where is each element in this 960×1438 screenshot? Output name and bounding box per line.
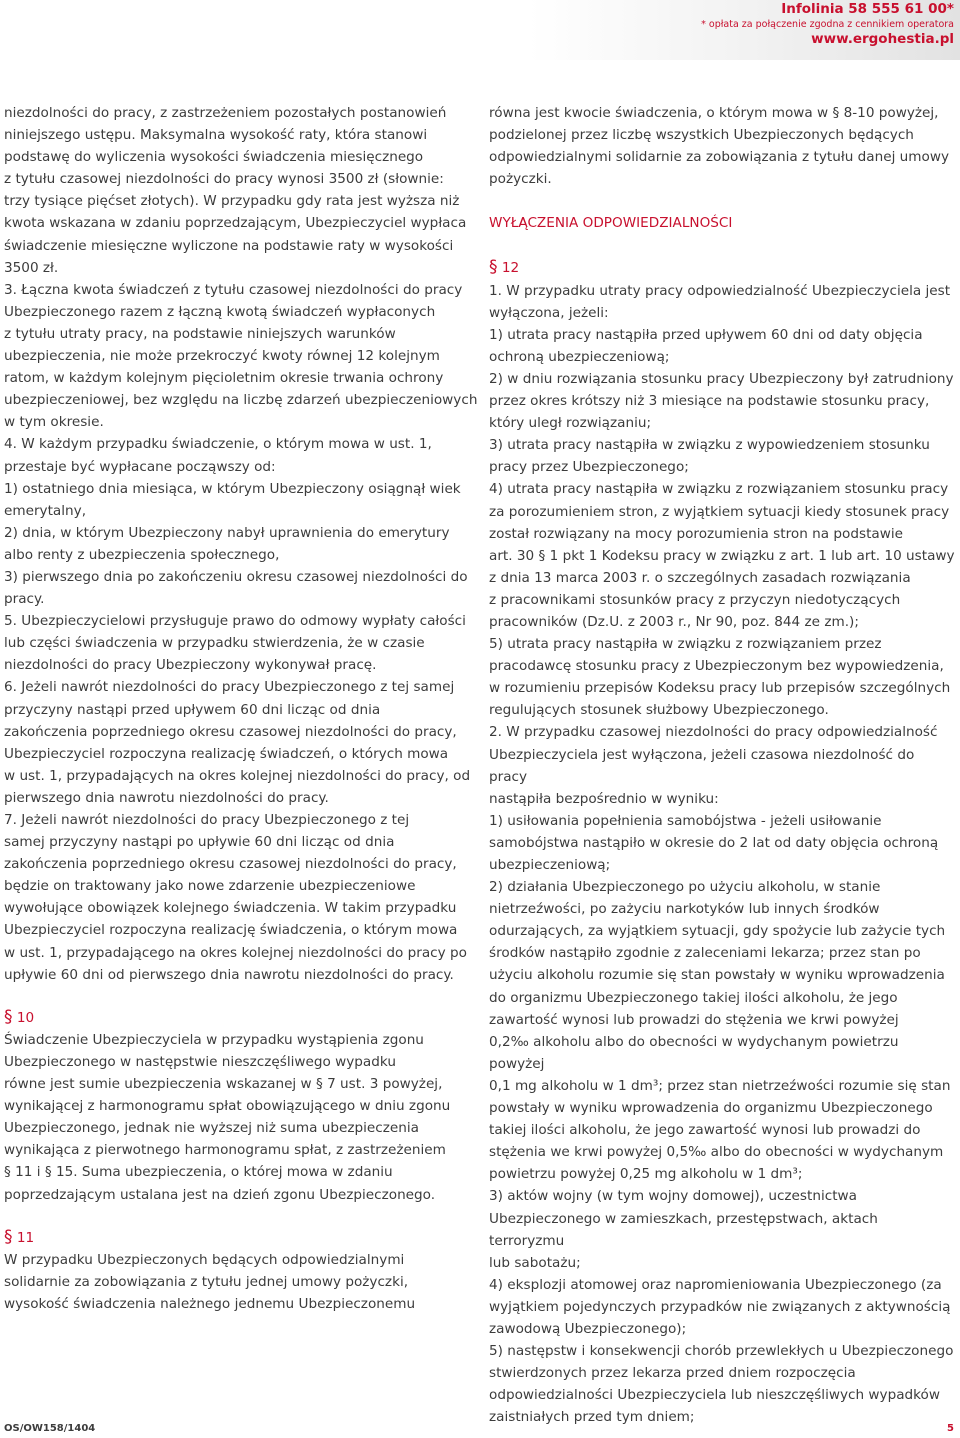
text-line: użyciu alkoholu rozumie się stan powstały w wyniku wprowadzenia [489, 967, 945, 984]
text-line: podzielonej przez liczbę wszystkich Ubezpieczonych będących [489, 127, 914, 144]
text-line: solidarnie za zobowiązania z tytułu jednej umowy pożyczki, [4, 1273, 409, 1290]
text-line: 2. W przypadku czasowej niezdolności do pracy odpowiedzialność [489, 724, 938, 741]
text-line: wynikająca z pierwotnego harmonogramu spłat, z zastrzeżeniem [4, 1142, 446, 1159]
page-number: 5 [947, 1423, 954, 1434]
text-line: 4. W każdym przypadku świadczenie, o którym mowa w ust. 1, [4, 436, 432, 453]
text-line: art. 30 § 1 pkt 1 Kodeksu pracy w związku z art. 1 lub art. 10 ustawy [489, 547, 955, 564]
text-line: niezdolności do pracy, z zastrzeżeniem pozostałych postanowień [4, 105, 447, 121]
text-line: równa jest kwocie świadczenia, o którym mowa w § 8-10 powyżej, [489, 105, 939, 121]
text-line: środków nastąpiło zgodnie z zaleceniami lekarza; przez stan po [489, 945, 921, 962]
text-line: powietrzu powyżej 0,25 mg alkoholu w 1 dm³; [489, 1166, 803, 1183]
text-line: w tym okresie. [4, 414, 104, 431]
section-sign-icon: § [489, 257, 498, 278]
text-line: wyłączona, jeżeli: [489, 304, 609, 321]
text-line: 1) usiłowania popełnienia samobójstwa - jeżeli usiłowanie [489, 812, 882, 829]
text-line: z tytułu czasowej niezdolności do pracy wynosi 3500 zł (słownie: [4, 171, 444, 188]
section-12-text [489, 280, 955, 1429]
hotline-note: * opłata za połączenie zgodna z cennikiem operatora [701, 19, 954, 30]
text-line: Ubezpieczonego w zamieszkach, przestępstwach, aktach terroryzmu [489, 1210, 878, 1249]
text-line: lub części świadczenia w przypadku stwierdzenia, że w czasie [4, 635, 425, 652]
text-line: przestaje być wypłacane począwszy od: [4, 458, 276, 475]
text-line: W przypadku Ubezpieczonych będących odpowiedzialnymi [4, 1251, 405, 1268]
text-line: w ust. 1, przypadających na okres kolejnej niezdolności do pracy, od [4, 767, 471, 784]
text-line: równe jest sumie ubezpieczenia wskazanej w § 7 ust. 3 powyżej, [4, 1076, 443, 1093]
section-10-heading [4, 1006, 478, 1029]
text-line: Ubezpieczyciel rozpoczyna realizację świadczenia, o którym mowa [4, 922, 458, 939]
right-intro-text [489, 102, 955, 190]
text-line: samej przyczyny nastąpi po upływie 60 dni licząc od dnia [4, 834, 395, 851]
section-11-text [4, 1249, 478, 1315]
text-line: 3) utrata pracy nastąpiła w związku z wypowiedzeniem stosunku [489, 437, 930, 454]
text-line: 3500 zł. [4, 259, 59, 276]
text-line: 2) w dniu rozwiązania stosunku pracy Ubezpieczony był zatrudniony [489, 370, 954, 387]
text-line: ochroną ubezpieczeniową; [489, 348, 670, 365]
text-line: stwierdzonych przez lekarza przed dniem rozpoczęcia [489, 1365, 856, 1382]
text-line: 7. Jeżeli nawrót niezdolności do pracy Ubezpieczonego z tej [4, 812, 410, 828]
text-line: takiej ilości alkoholu, że jego zawartość wynosi lub prowadzi do [489, 1122, 921, 1139]
text-line: 5) następstw i konsekwencji chorób przewlekłych u Ubezpieczonego [489, 1343, 954, 1360]
text-line: ubezpieczenia, nie może przekroczyć kwoty równej 12 kolejnym [4, 348, 440, 365]
text-line: § 11 i § 15. Suma ubezpieczenia, o której mowa w zdaniu [4, 1164, 393, 1181]
text-line: Ubezpieczyciel rozpoczyna realizację świadczeń, o których mowa [4, 745, 449, 762]
text-line: który uległ rozwiązaniu; [489, 415, 652, 432]
text-line: ratom, w każdym kolejnym pięcioletnim okresie trwania ochrony [4, 370, 444, 387]
text-line: pracy. [4, 591, 45, 608]
text-line: poprzedzającym ustalana jest na dzień zgonu Ubezpieczonego. [4, 1186, 436, 1203]
text-line: albo renty z ubezpieczenia społecznego, [4, 546, 280, 563]
text-line: lub sabotażu; [489, 1254, 581, 1271]
section-12-number: 12 [501, 260, 520, 277]
exclusions-heading: WYŁĄCZENIA ODPOWIEDZIALNOŚCI [489, 215, 733, 232]
text-line: ubezpieczeniowej, bez względu na liczbę zdarzeń ubezpieczeniowych [4, 392, 478, 409]
text-line: 2) działania Ubezpieczonego po użyciu alkoholu, w stanie [489, 879, 881, 896]
text-line: niniejszego ustępu. Maksymalna wysokość raty, która stanowi [4, 127, 428, 144]
text-line: 5) utrata pracy nastąpiła w związku z rozwiązaniem przez [489, 636, 882, 653]
section-10-text [4, 1029, 478, 1206]
text-line: kwota wskazana w zdaniu poprzedzającym, Ubezpieczyciel wypłaca [4, 215, 467, 232]
text-line: Świadczenie Ubezpieczyciela w przypadku wystąpienia zgonu [4, 1031, 424, 1048]
text-line: zakończenia poprzedniego okresu czasowej niezdolności do pracy, [4, 856, 457, 873]
text-line: 4) eksplozji atomowej oraz napromieniowania Ubezpieczonego (za [489, 1276, 942, 1293]
text-line: 6. Jeżeli nawrót niezdolności do pracy Ubezpieczonego z tej samej [4, 679, 455, 696]
hotline-number: Infolinia 58 555 61 00* [781, 1, 954, 17]
text-line: 0,2‰ alkoholu albo do obecności w wydychanym powietrzu powyżej [489, 1033, 899, 1072]
text-line: zawodową Ubezpieczonego); [489, 1320, 687, 1337]
text-line: 3) aktów wojny (w tym wojny domowej), uczestnictwa [489, 1188, 857, 1205]
text-line: z pracownikami stosunków pracy z przyczyn niedotyczących [489, 591, 901, 608]
text-line: 3) pierwszego dnia po zakończeniu okresu czasowej niezdolności do [4, 568, 468, 585]
text-line: będzie on traktowany jako nowe zdarzenie ubezpieczeniowe [4, 878, 416, 895]
text-line: został rozwiązany na mocy porozumienia stron na podstawie [489, 525, 903, 542]
text-line: emerytalny, [4, 502, 87, 519]
left-column [4, 102, 478, 1315]
text-line: powstały w wyniku wprowadzenia do organizmu Ubezpieczonego [489, 1100, 933, 1117]
section-11-number: 11 [16, 1229, 35, 1246]
text-line: przyczyny nastąpi przed upływem 60 dni licząc od dnia [4, 701, 381, 718]
text-line: zawartość wynosi lub prowadzi do stężenia we krwi powyżej [489, 1011, 899, 1028]
text-line: 1) utrata pracy nastąpiła przed upływem 60 dni od daty objęcia [489, 326, 923, 343]
text-line: ubezpieczeniową; [489, 857, 611, 873]
text-line: Ubezpieczyciela jest wyłączona, jeżeli czasowa niezdolność do pracy [489, 746, 915, 785]
text-line: pracodawcę stosunku pracy z Ubezpieczonym bez wypowiedzenia, [489, 658, 944, 675]
text-line: do organizmu Ubezpieczonego takiej ilości alkoholu, że jego [489, 989, 898, 1006]
text-line: trzy tysiące pięćset złotych). W przypadku gdy rata jest wyższa niż [4, 193, 460, 210]
text-line: odpowiedzialności Ubezpieczyciela lub nieszczęśliwych wypadków [489, 1387, 940, 1404]
document-code: OS/OW158/1404 [4, 1423, 96, 1434]
text-line: upływie 60 dni od pierwszego dnia nawrotu niezdolności do pracy. [4, 966, 454, 983]
text-line: pożyczki. [489, 171, 552, 188]
left-continuation-text [4, 102, 478, 986]
text-line: Ubezpieczonego w następstwie nieszczęśliwego wypadku [4, 1053, 396, 1070]
text-line: odpowiedzialnymi solidarnie za zobowiązania z tytułu danej umowy [489, 149, 950, 166]
text-line: świadczenie miesięczne wyliczone na podstawie raty w wysokości [4, 237, 454, 254]
section-12-heading [489, 256, 955, 279]
text-line: 5. Ubezpieczycielowi przysługuje prawo do odmowy wypłaty całości [4, 613, 466, 630]
section-sign-icon: § [4, 1006, 13, 1027]
text-line: wyjątkiem pojedynczych przypadków nie związanych z aktywnością [489, 1298, 951, 1315]
text-line: 1. W przypadku utraty pracy odpowiedzialność Ubezpieczyciela jest [489, 282, 951, 299]
section-sign-icon: § [4, 1226, 13, 1247]
text-line: pracowników (Dz.U. z 2003 r., Nr 90, poz. 844 ze zm.); [489, 613, 859, 630]
text-line: pracy przez Ubezpieczonego; [489, 459, 689, 476]
text-line: 0,1 mg alkoholu w 1 dm³; przez stan nietrzeźwości rozumie się stan [489, 1077, 951, 1094]
text-line: wynikającej z harmonogramu spłat obowiązującego w dniu zgonu [4, 1098, 451, 1115]
text-line: przez okres krótszy niż 3 miesiące na podstawie stosunku pracy, [489, 393, 930, 410]
text-line: 4) utrata pracy nastąpiła w związku z rozwiązaniem stosunku pracy [489, 481, 949, 498]
text-line: w rozumieniu przepisów Kodeksu pracy lub przepisów szczególnych [489, 680, 951, 697]
text-line: w ust. 1, przypadającego na okres kolejnej niezdolności do pracy po [4, 944, 467, 961]
section-11-heading [4, 1226, 478, 1249]
text-line: stężenia we krwi powyżej 0,5‰ albo do obecności w wydychanym [489, 1144, 944, 1161]
text-line: samobójstwa nastąpiło w okresie do 2 lat od daty objęcia ochroną [489, 834, 939, 851]
text-line: regulujących stosunek służbowy Ubezpieczonego. [489, 702, 829, 719]
text-line: pierwszego dnia nawrotu niezdolności do pracy. [4, 789, 329, 806]
text-line: z dnia 13 marca 2003 r. o szczególnych zasadach rozwiązania [489, 569, 911, 586]
text-line: zaistniałych przed tym dniem; [489, 1409, 695, 1426]
text-line: 2) dnia, w którym Ubezpieczony nabył uprawnienia do emerytury [4, 524, 450, 541]
text-line: z tytułu utraty pracy, na podstawie niniejszych warunków [4, 325, 396, 342]
website-link[interactable]: www.ergohestia.pl [811, 31, 954, 47]
text-line: 1) ostatniego dnia miesiąca, w którym Ubezpieczony osiągnął wiek [4, 480, 461, 497]
text-line: Ubezpieczonego, jednak nie wyższej niż suma ubezpieczenia [4, 1120, 419, 1137]
text-line: odurzających, za wyjątkiem sytuacji, gdy spożycie lub zażycie tych [489, 923, 946, 940]
text-line: Ubezpieczonego razem z łączną kwotą świadczeń wypłaconych [4, 303, 436, 320]
section-10-number: 10 [16, 1009, 35, 1026]
text-line: wywołujące obowiązek kolejnego świadczenia. W takim przypadku [4, 900, 457, 917]
text-line: niezdolności do pracy Ubezpieczony wykonywał pracę. [4, 657, 377, 674]
text-line: wysokość świadczenia należnego jednemu Ubezpieczonemu [4, 1295, 416, 1312]
text-line: nietrzeźwości, po zażyciu narkotyków lub innych środków [489, 901, 880, 918]
text-line: podstawę do wyliczenia wysokości świadczenia miesięcznego [4, 149, 424, 166]
text-line: zakończenia poprzedniego okresu czasowej niezdolności do pracy, [4, 723, 457, 740]
text-line: za porozumieniem stron, z wyjątkiem sytuacji kiedy stosunek pracy [489, 503, 950, 520]
text-line: 3. Łączna kwota świadczeń z tytułu czasowej niezdolności do pracy [4, 281, 463, 298]
text-line: nastąpiła bezpośrednio w wyniku: [489, 790, 719, 807]
right-column [489, 102, 955, 1428]
